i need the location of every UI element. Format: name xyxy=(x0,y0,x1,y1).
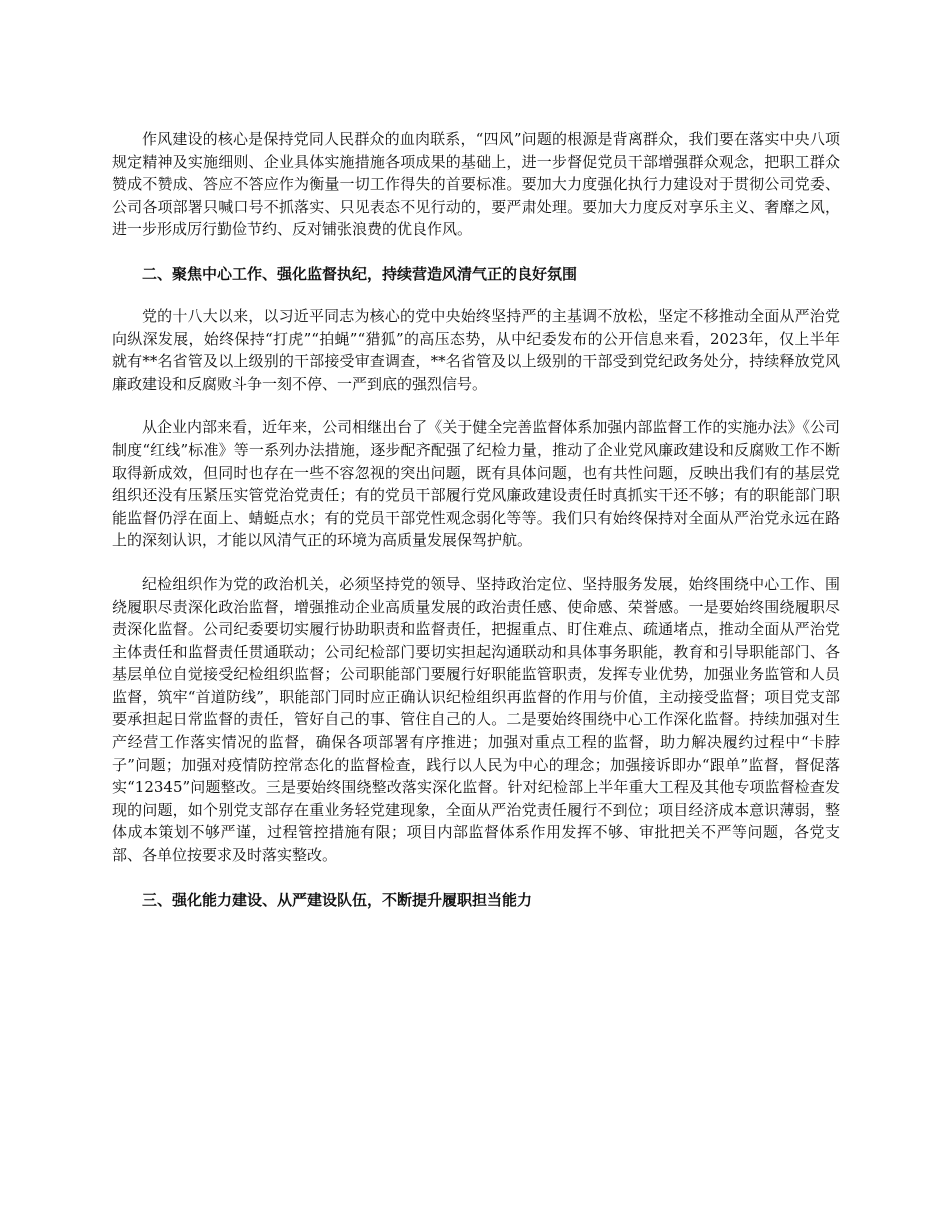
section-heading-three: 三、强化能力建设、从严建设队伍，不断提升履职担当能力 xyxy=(142,890,533,909)
paragraph-central-party-anticorruption: 党的十八大以来，以习近平同志为核心的党中央始终坚持严的主基调不放松，坚定不移推动全面从严治党向纵深发展，始终保持“打虎”“拍蝇”“猎狐”的高压态势，从中纪委发布的公开信息来看，2023年，仅上半年就有**名省管及以上级别的干部接受审查调查，**名省管及以上级别的干部受到党纪政务处分，持续释放党风廉政建设和反腐败斗争一刻不停、一严到底的强烈信号。 xyxy=(112,306,840,393)
paragraph-discipline-inspection: 纪检组织作为党的政治机关，必须坚持党的领导、坚持政治定位、坚持服务发展，始终围绕中心工作、围绕履职尽责深化政治监督，增强推动企业高质量发展的政治责任感、使命感、荣誉感。一是要始终围绕履职尽责深化监督。公司纪委要切实履行协助职责和监督责任，把握重点、盯住难点、疏通堵点，推动全面从严治党主体责任和监督责任贯通联动；公司纪检部门要切实担起沟通联动和具体事务职能，教育和引导职能部门、各基层单位自觉接受纪检组织监督；公司职能部门要履行好职能监管职责，发挥专业优势，加强业务监管和人员监督，筑牢“首道防线”，职能部门同时应正确认识纪检组织再监督的作用与价值，主动接受监督；项目党支部要承担起日常监督的责任，管好自己的事、管住自己的人。二是要始终围绕中心工作深化监督。持续加强对生产经营工作落实情况的监督，确保各项部署有序推进；加强对重点工程的监督，助力解决履约过程中“卡脖子”问题；加强对疫情防控常态化的监督检查，践行以人民为中心的理念；加强接诉即办“跟单”监督，督促落实“12345”问题整改。三是要始终围绕整改落实深化监督。针对纪检部上半年重大工程及其他专项监督检查发现的问题，如个别党支部存在重业务轻党建现象，全面从严治党责任履行不到位；项目经济成本意识薄弱，整体成本策划不够严谨，过程管控措施有限；项目内部监督体系作用发挥不够、审批把关不严等问题，各党支部、各单位按要求及时落实整改。 xyxy=(112,574,840,865)
paragraph-internal-supervision: 从企业内部来看，近年来，公司相继出台了《关于健全完善监督体系加强内部监督工作的实施办法》《公司制度“红线”标准》等一系列办法措施，逐步配齐配强了纪检力量，推动了企业党风廉政建设和反腐败工作不断取得新成效，但同时也存在一些不容忽视的突出问题，既有具体问题，也有共性问题，反映出我们有的基层党组织还没有压紧压实管党治党责任；有的党员干部履行党风廉政建设责任时真抓实干还不够；有的职能部门职能监督仍浮在面上、蜻蜓点水；有的党员干部党性观念弱化等等。我们只有始终保持对全面从严治党永远在路上的深刻认识，才能以风清气正的环境为高质量发展保驾护航。 xyxy=(112,418,840,550)
paragraph-style-building: 作风建设的核心是保持党同人民群众的血肉联系，“四风”问题的根源是背离群众，我们要在落实中央八项规定精神及实施细则、企业具体实施措施各项成果的基础上，进一步督促党员干部增强群众观念，把职工群众赞成不赞成、答应不答应作为衡量一切工作得失的首要标准。要加大力度强化执行力建设对于贯彻公司党委、公司各项部署只喊口号不抓落实、只见表态不见行动的，要严肃处理。要加大力度反对享乐主义、奢靡之风，进一步形成厉行勤俭节约、反对铺张浪费的优良作风。 xyxy=(112,130,840,239)
section-heading-two: 二、聚焦中心工作、强化监督执纪，持续营造风清气正的良好氛围 xyxy=(142,264,578,283)
document-page xyxy=(112,128,840,911)
